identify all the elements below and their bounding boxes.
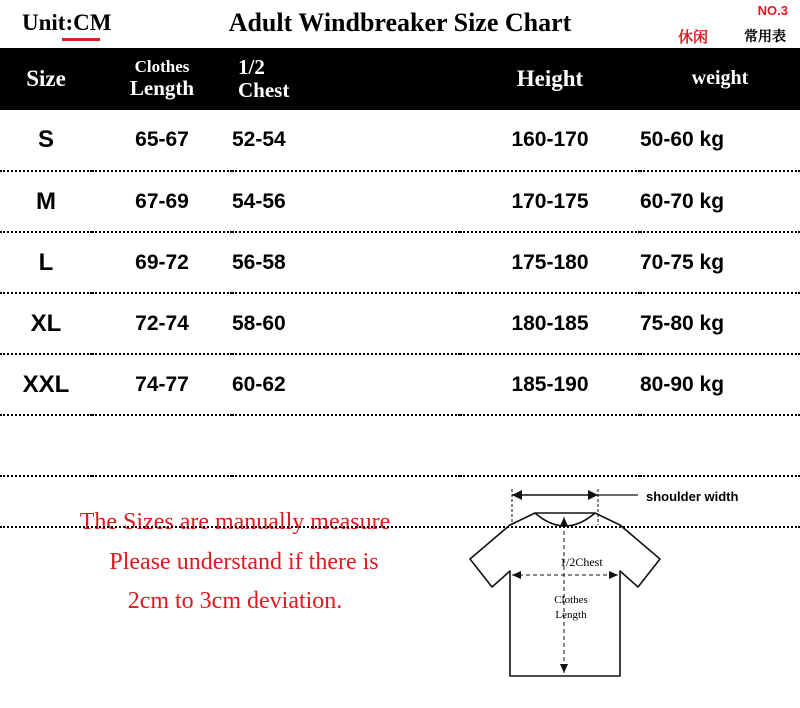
column-header-half-chest <box>232 48 460 110</box>
column-header-size-label: Size <box>26 65 66 91</box>
cell-size: XXL <box>0 354 92 415</box>
size-table <box>0 48 800 477</box>
unit-label: Unit:CM <box>22 10 112 35</box>
cell-chest: 56-58 <box>232 232 460 293</box>
column-header-height <box>460 48 640 110</box>
category-label-cn: 休闲 <box>677 28 708 46</box>
cell-length: 74-77 <box>92 354 232 415</box>
cell-weight: 80-90 kg <box>640 354 800 415</box>
shirt-illustration-svg <box>450 483 780 678</box>
cell-weight: 60-70 kg <box>640 171 800 232</box>
clothes-length-label-line1: Clothes <box>554 594 588 606</box>
clothes-length-label-line2: Length <box>555 608 587 621</box>
shoulder-arrow-right <box>588 490 598 500</box>
cell-height: 185-190 <box>460 354 640 415</box>
column-header-chest-top: 1/2 <box>238 55 265 80</box>
cell-size: XL <box>0 293 92 354</box>
unit-underline <box>62 38 100 41</box>
column-header-clothes-top: Clothes <box>134 57 190 77</box>
table-row <box>0 293 800 354</box>
cell-length: 69-72 <box>92 232 232 293</box>
column-header-clothes-length <box>92 48 232 110</box>
cell-height: 180-185 <box>460 293 640 354</box>
page-header <box>0 0 800 48</box>
chart-number-badge: NO.3 <box>757 3 788 18</box>
cell-chest: 54-56 <box>232 171 460 232</box>
cell-weight: 75-80 kg <box>640 293 800 354</box>
cell-length: 65-67 <box>92 110 232 171</box>
cell-chest: 52-54 <box>232 110 460 171</box>
shoulder-width-label: shoulder width <box>646 489 739 504</box>
cell-height: 175-180 <box>460 232 640 293</box>
column-header-size <box>0 48 92 110</box>
size-table-wrapper <box>0 48 800 477</box>
cell-size: L <box>0 232 92 293</box>
cell-size: S <box>0 110 92 171</box>
common-table-label-cn: 常用表 <box>744 29 786 45</box>
cell-height: 160-170 <box>460 110 640 171</box>
clothes-length-label <box>536 593 606 623</box>
cell-chest: 58-60 <box>232 293 460 354</box>
shirt-diagram <box>450 483 780 678</box>
empty-spacer-row <box>0 415 800 476</box>
measurement-notice <box>0 503 470 622</box>
column-header-height-label: Height <box>516 65 584 91</box>
table-row-empty <box>0 415 800 476</box>
half-chest-label: 1/2Chest <box>560 555 603 569</box>
table-header-row <box>0 48 800 110</box>
page-title: Adult Windbreaker Size Chart <box>228 8 572 37</box>
divider-dotted-top <box>0 526 800 528</box>
lower-section <box>0 477 800 682</box>
cell-weight: 50-60 kg <box>640 110 800 171</box>
shoulder-arrow-left <box>512 490 522 500</box>
column-header-clothes-bottom: Length <box>129 75 195 100</box>
notice-line-3: 2cm to 3cm deviation. <box>127 588 343 615</box>
table-row <box>0 232 800 293</box>
cell-chest: 60-62 <box>232 354 460 415</box>
notice-line-2: Please understand if there is <box>109 548 379 575</box>
column-header-weight-label: weight <box>691 67 749 90</box>
cell-length: 72-74 <box>92 293 232 354</box>
cell-height: 170-175 <box>460 171 640 232</box>
column-header-chest-bottom: Chest <box>238 78 290 102</box>
table-row <box>0 171 800 232</box>
table-row <box>0 110 800 171</box>
column-header-weight <box>640 48 800 110</box>
cell-weight: 70-75 kg <box>640 232 800 293</box>
cell-length: 67-69 <box>92 171 232 232</box>
size-table-body <box>0 110 800 476</box>
cell-size: M <box>0 171 92 232</box>
table-row <box>0 354 800 415</box>
notice-line-1: The Sizes are manually measure <box>79 509 391 535</box>
